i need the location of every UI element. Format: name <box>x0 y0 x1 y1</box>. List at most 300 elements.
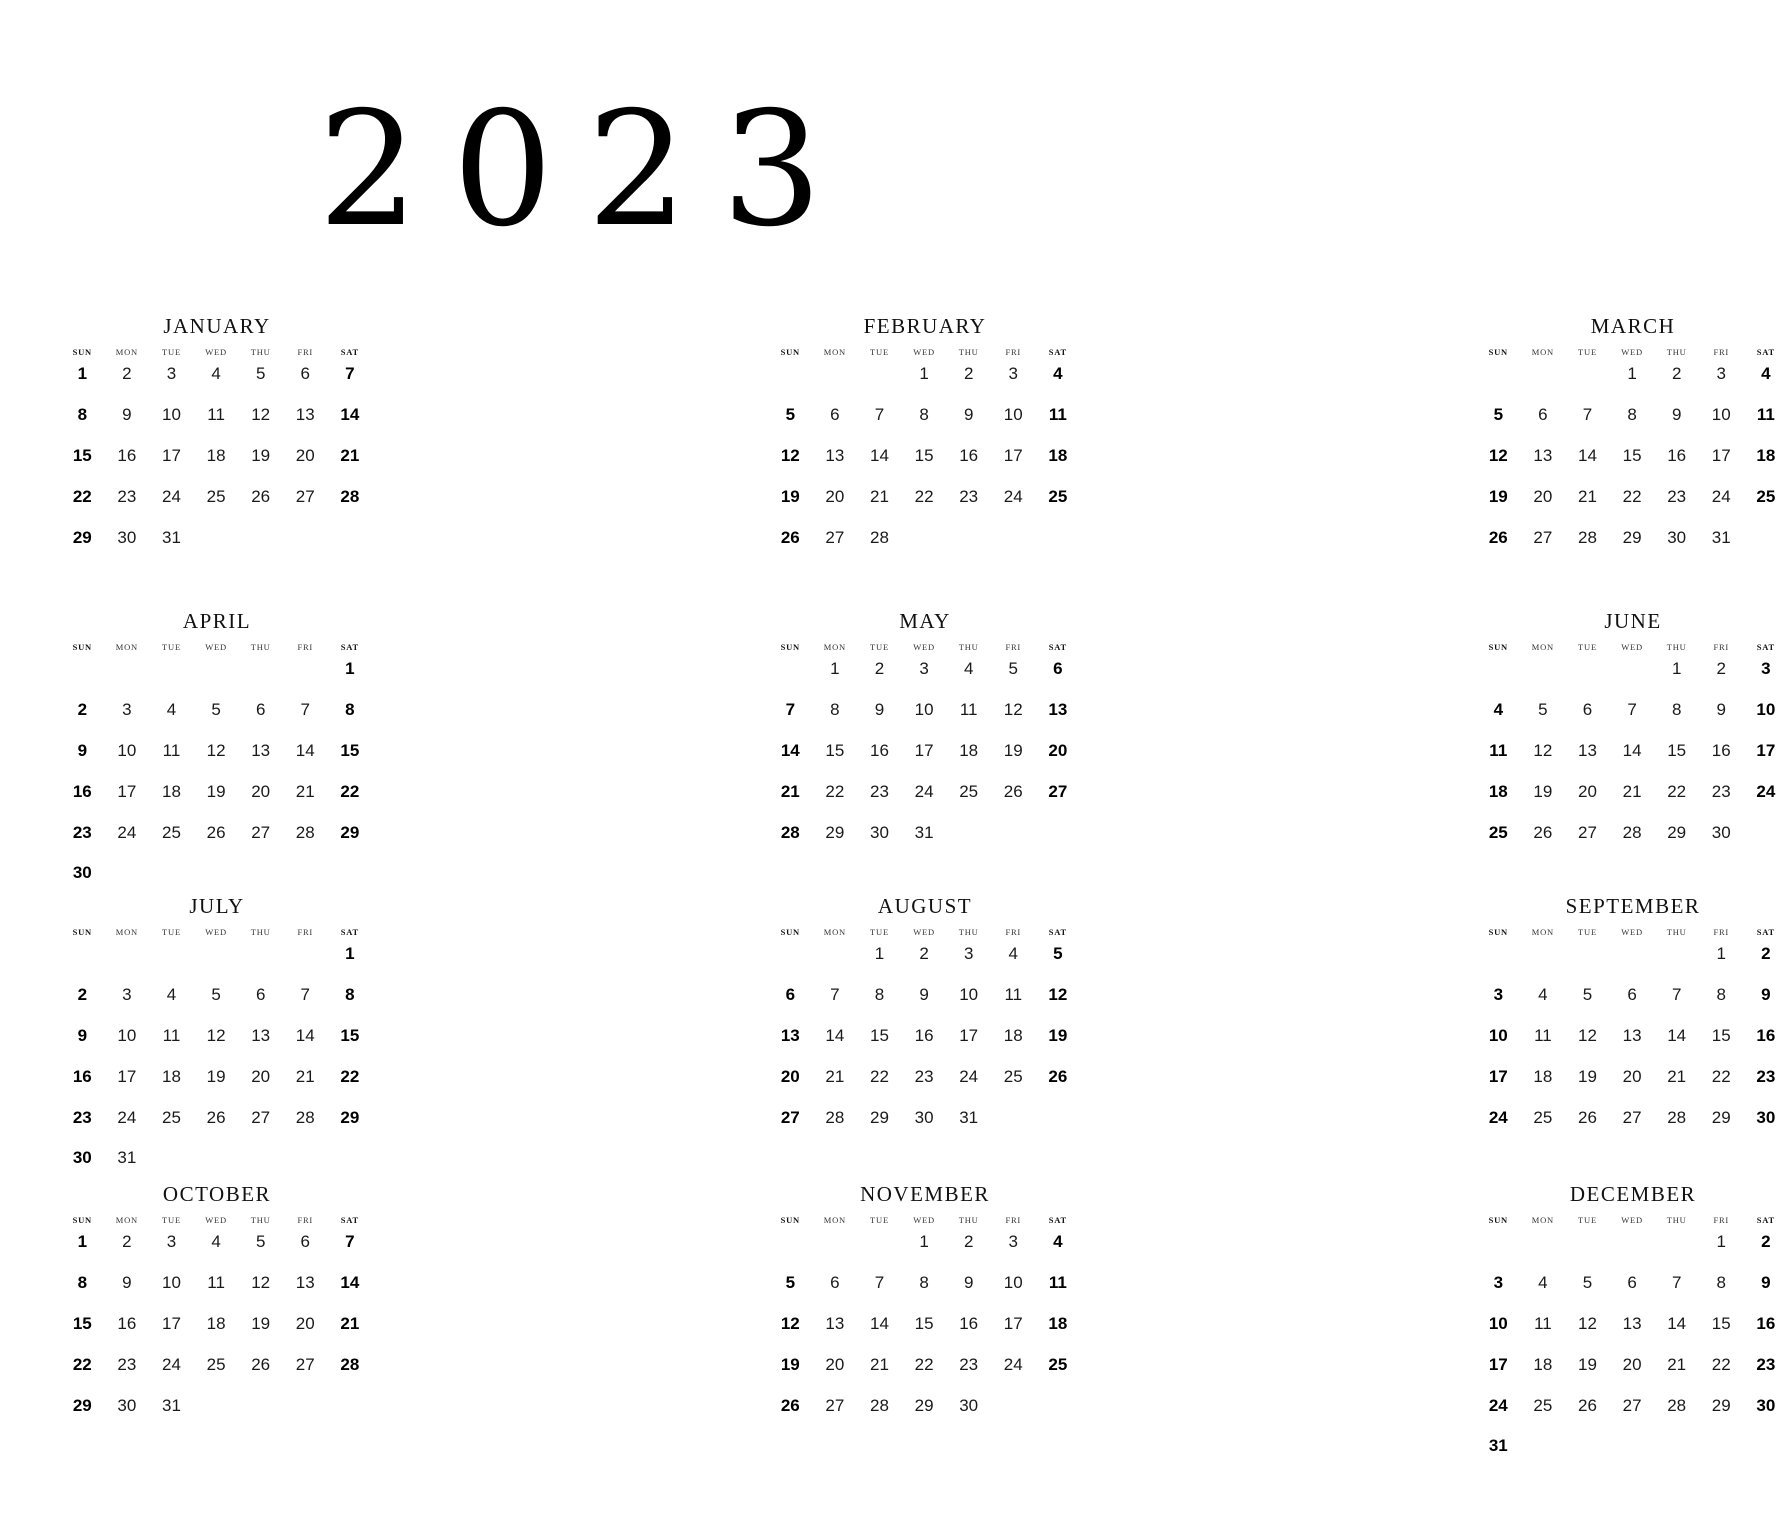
weekday-label-fri: FRI <box>297 347 314 357</box>
day-cell: 23 <box>1667 486 1687 506</box>
day-grid <box>768 1230 1080 1434</box>
day-cell: 13 <box>780 1025 800 1045</box>
weekday-label-mon: MON <box>823 1215 847 1225</box>
day-cell: 15 <box>1667 740 1687 760</box>
day-cell: 20 <box>1048 740 1068 760</box>
day-cell: 8 <box>345 984 355 1004</box>
day-cell: 20 <box>1533 486 1553 506</box>
day-cell: 10 <box>959 984 979 1004</box>
month-block-february <box>768 312 1080 566</box>
weekday-label-mon: MON <box>115 347 139 357</box>
weekday-label-sun: SUN <box>1488 927 1508 937</box>
day-cell: 14 <box>1667 1025 1687 1045</box>
day-cell: 8 <box>77 1272 88 1292</box>
weekday-label-fri: FRI <box>1005 347 1022 357</box>
day-cell: 11 <box>1534 1313 1552 1333</box>
day-cell: 3 <box>1761 659 1771 678</box>
day-cell: 17 <box>162 445 181 465</box>
weekday-label-mon: MON <box>1531 927 1555 937</box>
day-cell: 13 <box>1533 445 1553 465</box>
weekday-header <box>60 922 372 942</box>
day-grid <box>768 942 1080 1146</box>
day-cell: 27 <box>1048 781 1068 801</box>
day-cell: 7 <box>1671 1272 1682 1292</box>
day-cell: 10 <box>1003 1272 1023 1292</box>
day-cell: 30 <box>959 1395 979 1415</box>
day-cell: 7 <box>1627 699 1637 719</box>
day-cell: 3 <box>166 1232 177 1251</box>
weekday-label-wed: WED <box>913 1215 935 1225</box>
day-cell: 14 <box>295 740 315 760</box>
day-cell: 1 <box>1716 944 1726 963</box>
day-cell: 13 <box>251 740 271 760</box>
day-cell: 12 <box>1533 740 1553 760</box>
day-cell: 21 <box>870 1354 889 1374</box>
day-cell: 1 <box>345 944 355 963</box>
day-cell: 8 <box>345 699 355 719</box>
day-cell: 20 <box>295 445 315 465</box>
weekday-label-thu: THU <box>958 347 979 357</box>
weekday-label-fri: FRI <box>297 1215 314 1225</box>
day-cell: 18 <box>1756 445 1776 465</box>
day-cell: 23 <box>914 1066 934 1086</box>
day-cell: 30 <box>117 527 137 547</box>
day-cell: 2 <box>77 699 88 719</box>
day-cell: 26 <box>780 1395 800 1415</box>
day-cell: 4 <box>1493 699 1504 719</box>
day-cell: 15 <box>340 1025 360 1045</box>
day-cell: 5 <box>1053 944 1063 963</box>
day-cell: 22 <box>914 1354 934 1374</box>
day-cell: 25 <box>1048 486 1068 506</box>
day-cell: 24 <box>117 1107 137 1127</box>
month-name: AUGUST <box>877 894 973 918</box>
day-cell: 13 <box>825 445 845 465</box>
day-cell: 21 <box>1667 1354 1687 1374</box>
day-cell: 3 <box>1716 364 1726 383</box>
weekday-label-fri: FRI <box>1005 1215 1022 1225</box>
day-grid <box>768 362 1080 566</box>
day-cell: 3 <box>166 364 177 383</box>
day-cell: 22 <box>1622 486 1642 506</box>
month-block-march <box>1476 312 1788 566</box>
day-cell: 28 <box>1578 527 1597 547</box>
day-cell: 9 <box>77 1025 88 1045</box>
day-cell: 11 <box>1004 984 1023 1004</box>
day-cell: 18 <box>206 1313 226 1333</box>
day-cell: 16 <box>1667 445 1687 465</box>
day-cell: 14 <box>825 1025 845 1045</box>
weekday-label-fri: FRI <box>1713 642 1730 652</box>
day-cell: 17 <box>959 1025 979 1045</box>
day-cell: 17 <box>117 1066 137 1086</box>
day-cell: 4 <box>1538 1272 1548 1292</box>
day-cell: 4 <box>1008 944 1018 963</box>
day-cell: 29 <box>1711 1107 1731 1127</box>
day-cell: 24 <box>1488 1395 1508 1415</box>
day-cell: 26 <box>206 822 226 842</box>
day-cell: 12 <box>206 740 226 760</box>
day-cell: 16 <box>72 781 92 801</box>
day-cell: 15 <box>914 445 934 465</box>
day-cell: 1 <box>830 659 840 678</box>
day-cell: 19 <box>1488 486 1508 506</box>
day-cell: 21 <box>295 1066 315 1086</box>
day-cell: 19 <box>251 1313 271 1333</box>
day-cell: 7 <box>1671 984 1682 1004</box>
day-cell: 28 <box>295 822 315 842</box>
day-cell: 30 <box>1756 1107 1776 1127</box>
day-cell: 20 <box>295 1313 315 1333</box>
day-cell: 24 <box>914 781 934 801</box>
day-cell: 27 <box>1533 527 1553 547</box>
day-cell: 8 <box>77 404 88 424</box>
day-cell: 22 <box>1667 781 1687 801</box>
day-cell: 15 <box>72 445 92 465</box>
day-cell: 7 <box>300 984 310 1004</box>
day-cell: 23 <box>1756 1066 1776 1086</box>
day-cell: 25 <box>1533 1107 1553 1127</box>
day-cell: 20 <box>1578 781 1597 801</box>
day-cell: 2 <box>122 364 132 383</box>
day-cell: 10 <box>1003 404 1023 424</box>
day-cell: 2 <box>874 659 885 678</box>
day-cell: 29 <box>1622 527 1642 547</box>
day-cell: 30 <box>72 1148 92 1168</box>
day-cell: 4 <box>166 984 177 1004</box>
day-cell: 5 <box>211 984 221 1004</box>
day-cell: 27 <box>780 1107 800 1127</box>
day-cell: 11 <box>207 404 225 424</box>
day-cell: 26 <box>1533 822 1553 842</box>
day-cell: 26 <box>780 527 800 547</box>
weekday-label-sun: SUN <box>72 927 92 937</box>
day-grid <box>1476 942 1788 1146</box>
day-cell: 9 <box>1671 404 1682 424</box>
day-cell: 5 <box>211 699 221 719</box>
weekday-header <box>768 1210 1080 1230</box>
weekday-label-fri: FRI <box>297 927 314 937</box>
day-cell: 18 <box>162 1066 181 1086</box>
day-cell: 13 <box>1048 699 1068 719</box>
day-grid <box>60 657 372 902</box>
day-cell: 26 <box>1488 527 1508 547</box>
weekday-label-mon: MON <box>1531 642 1555 652</box>
weekday-label-mon: MON <box>823 642 847 652</box>
day-cell: 12 <box>780 445 800 465</box>
day-cell: 11 <box>162 740 181 760</box>
day-cell: 18 <box>1048 445 1068 465</box>
weekday-label-sat: SAT <box>1756 347 1776 357</box>
day-cell: 4 <box>211 1232 221 1251</box>
weekday-label-thu: THU <box>250 347 271 357</box>
day-grid <box>60 1230 372 1434</box>
day-cell: 3 <box>1008 1232 1018 1251</box>
day-grid <box>768 657 1080 861</box>
month-block-december <box>1476 1180 1788 1475</box>
day-cell: 5 <box>1582 1272 1593 1292</box>
day-cell: 28 <box>1622 822 1642 842</box>
day-cell: 28 <box>1667 1107 1687 1127</box>
day-cell: 27 <box>1622 1395 1642 1415</box>
day-cell: 23 <box>959 486 979 506</box>
day-cell: 4 <box>166 699 177 719</box>
day-cell: 22 <box>825 781 845 801</box>
day-cell: 15 <box>340 740 360 760</box>
day-cell: 9 <box>1716 699 1726 719</box>
day-grid <box>60 942 372 1187</box>
day-cell: 31 <box>914 822 934 842</box>
day-cell: 30 <box>870 822 889 842</box>
day-cell: 7 <box>785 699 796 719</box>
day-cell: 23 <box>117 1354 137 1374</box>
day-cell: 1 <box>77 364 88 383</box>
day-cell: 28 <box>1667 1395 1687 1415</box>
weekday-label-wed: WED <box>1621 927 1643 937</box>
weekday-label-sat: SAT <box>1756 927 1776 937</box>
weekday-label-sun: SUN <box>1488 347 1508 357</box>
day-cell: 7 <box>345 1232 355 1251</box>
weekday-label-tue: TUE <box>162 347 181 357</box>
day-cell: 25 <box>1048 1354 1068 1374</box>
day-cell: 14 <box>1578 445 1597 465</box>
day-cell: 8 <box>919 404 929 424</box>
day-cell: 16 <box>117 1313 137 1333</box>
day-cell: 18 <box>1533 1066 1553 1086</box>
weekday-label-mon: MON <box>115 927 139 937</box>
weekday-label-tue: TUE <box>1578 927 1597 937</box>
day-cell: 6 <box>1053 659 1063 678</box>
day-cell: 9 <box>1761 984 1771 1004</box>
day-cell: 4 <box>963 659 974 678</box>
day-cell: 30 <box>914 1107 934 1127</box>
day-cell: 26 <box>1578 1395 1597 1415</box>
month-block-july <box>60 892 372 1187</box>
day-cell: 15 <box>1711 1025 1731 1045</box>
weekday-label-sat: SAT <box>340 347 360 357</box>
day-cell: 26 <box>1003 781 1023 801</box>
day-cell: 17 <box>1488 1354 1508 1374</box>
day-cell: 11 <box>1489 740 1508 760</box>
day-cell: 22 <box>1711 1066 1731 1086</box>
weekday-label-sun: SUN <box>72 347 92 357</box>
day-cell: 19 <box>1578 1066 1597 1086</box>
month-block-november <box>768 1180 1080 1434</box>
day-cell: 28 <box>825 1107 845 1127</box>
day-cell: 23 <box>1756 1354 1776 1374</box>
day-cell: 22 <box>1711 1354 1731 1374</box>
day-cell: 29 <box>1711 1395 1731 1415</box>
day-cell: 1 <box>345 659 355 678</box>
weekday-header <box>1476 637 1788 657</box>
weekday-label-sat: SAT <box>1048 347 1068 357</box>
day-cell: 11 <box>1756 404 1775 424</box>
month-name: MARCH <box>1590 314 1676 338</box>
day-cell: 13 <box>1578 740 1597 760</box>
day-cell: 3 <box>1493 1272 1504 1292</box>
day-cell: 19 <box>780 486 800 506</box>
day-cell: 6 <box>830 404 840 424</box>
weekday-label-thu: THU <box>1666 347 1687 357</box>
day-cell: 12 <box>1488 445 1508 465</box>
weekday-label-thu: THU <box>250 1215 271 1225</box>
day-cell: 27 <box>251 1107 271 1127</box>
day-cell: 18 <box>1048 1313 1068 1333</box>
day-cell: 12 <box>1578 1025 1597 1045</box>
weekday-header <box>60 1210 372 1230</box>
weekday-label-wed: WED <box>1621 347 1643 357</box>
weekday-label-thu: THU <box>250 642 271 652</box>
day-cell: 6 <box>1538 404 1548 424</box>
month-name: SEPTEMBER <box>1565 894 1701 918</box>
day-cell: 21 <box>340 445 360 465</box>
day-cell: 13 <box>295 404 315 424</box>
day-cell: 16 <box>1756 1025 1776 1045</box>
day-cell: 4 <box>1538 984 1548 1004</box>
day-cell: 7 <box>300 699 310 719</box>
day-cell: 16 <box>72 1066 92 1086</box>
day-cell: 21 <box>1667 1066 1687 1086</box>
day-cell: 19 <box>1578 1354 1597 1374</box>
day-cell: 10 <box>162 1272 181 1292</box>
day-cell: 22 <box>914 486 934 506</box>
day-cell: 9 <box>919 984 929 1004</box>
weekday-label-wed: WED <box>913 347 935 357</box>
day-cell: 19 <box>206 781 226 801</box>
day-cell: 16 <box>1711 740 1731 760</box>
day-cell: 27 <box>825 1395 845 1415</box>
weekday-label-fri: FRI <box>1005 927 1022 937</box>
weekday-label-wed: WED <box>205 642 227 652</box>
day-cell: 7 <box>874 1272 885 1292</box>
weekday-label-sun: SUN <box>780 1215 800 1225</box>
day-cell: 10 <box>1711 404 1731 424</box>
day-cell: 13 <box>295 1272 315 1292</box>
day-cell: 23 <box>959 1354 979 1374</box>
weekday-label-sun: SUN <box>1488 1215 1508 1225</box>
weekday-label-mon: MON <box>1531 347 1555 357</box>
day-cell: 13 <box>251 1025 271 1045</box>
weekday-label-sun: SUN <box>780 347 800 357</box>
day-cell: 9 <box>963 404 974 424</box>
day-cell: 11 <box>207 1272 225 1292</box>
day-cell: 2 <box>122 1232 132 1251</box>
day-cell: 15 <box>914 1313 934 1333</box>
day-cell: 27 <box>295 1354 315 1374</box>
day-cell: 19 <box>251 445 271 465</box>
month-block-june <box>1476 607 1788 861</box>
day-cell: 13 <box>1622 1025 1642 1045</box>
weekday-label-sun: SUN <box>1488 642 1508 652</box>
weekday-header <box>1476 342 1788 362</box>
day-cell: 16 <box>870 740 889 760</box>
day-cell: 29 <box>72 527 92 547</box>
day-cell: 30 <box>72 863 92 883</box>
day-cell: 16 <box>117 445 137 465</box>
day-cell: 2 <box>1761 1232 1771 1251</box>
day-cell: 20 <box>251 1066 271 1086</box>
weekday-label-sat: SAT <box>1756 1215 1776 1225</box>
weekday-label-sun: SUN <box>780 642 800 652</box>
day-cell: 15 <box>1711 1313 1731 1333</box>
day-cell: 8 <box>919 1272 929 1292</box>
day-cell: 23 <box>117 486 137 506</box>
day-cell: 19 <box>780 1354 800 1374</box>
weekday-label-tue: TUE <box>870 927 889 937</box>
month-name: JULY <box>189 894 245 918</box>
day-cell: 20 <box>780 1066 800 1086</box>
day-cell: 20 <box>1622 1354 1642 1374</box>
day-cell: 11 <box>1048 404 1067 424</box>
day-cell: 7 <box>874 404 885 424</box>
weekday-label-tue: TUE <box>162 642 181 652</box>
weekday-label-mon: MON <box>823 927 847 937</box>
day-cell: 12 <box>251 404 271 424</box>
month-block-may <box>768 607 1080 861</box>
weekday-header <box>768 922 1080 942</box>
day-cell: 24 <box>1756 781 1776 801</box>
day-cell: 6 <box>255 699 266 719</box>
day-cell: 21 <box>825 1066 845 1086</box>
day-cell: 21 <box>1622 781 1642 801</box>
weekday-label-wed: WED <box>1621 642 1643 652</box>
month-block-april <box>60 607 372 902</box>
weekday-label-thu: THU <box>250 927 271 937</box>
day-cell: 2 <box>963 364 974 383</box>
month-name: JANUARY <box>163 314 271 338</box>
day-cell: 31 <box>162 1395 181 1415</box>
day-cell: 15 <box>72 1313 92 1333</box>
day-cell: 30 <box>1756 1395 1776 1415</box>
weekday-label-thu: THU <box>1666 927 1687 937</box>
day-cell: 27 <box>825 527 845 547</box>
day-cell: 6 <box>300 364 310 383</box>
day-cell: 29 <box>914 1395 934 1415</box>
day-cell: 9 <box>963 1272 974 1292</box>
day-cell: 6 <box>1627 984 1637 1004</box>
day-cell: 9 <box>122 1272 132 1292</box>
month-name: FEBRUARY <box>863 314 987 338</box>
day-cell: 16 <box>959 445 979 465</box>
day-cell: 25 <box>162 822 181 842</box>
day-cell: 31 <box>117 1148 137 1168</box>
day-cell: 1 <box>1716 1232 1726 1251</box>
weekday-label-wed: WED <box>205 927 227 937</box>
day-cell: 10 <box>1488 1025 1508 1045</box>
day-cell: 10 <box>1756 699 1776 719</box>
day-cell: 5 <box>1538 699 1548 719</box>
day-cell: 16 <box>914 1025 934 1045</box>
day-cell: 29 <box>870 1107 889 1127</box>
day-cell: 20 <box>1622 1066 1642 1086</box>
weekday-label-wed: WED <box>1621 1215 1643 1225</box>
day-cell: 9 <box>122 404 132 424</box>
day-cell: 24 <box>1003 1354 1023 1374</box>
day-cell: 2 <box>1671 364 1682 383</box>
day-cell: 28 <box>780 822 800 842</box>
weekday-label-wed: WED <box>205 1215 227 1225</box>
day-cell: 5 <box>1582 984 1593 1004</box>
day-cell: 30 <box>1711 822 1731 842</box>
day-cell: 12 <box>1048 984 1068 1004</box>
day-cell: 28 <box>870 527 889 547</box>
day-cell: 25 <box>1756 486 1776 506</box>
weekday-label-tue: TUE <box>870 1215 889 1225</box>
day-cell: 17 <box>117 781 137 801</box>
weekday-label-fri: FRI <box>1713 347 1730 357</box>
day-cell: 8 <box>1716 1272 1726 1292</box>
day-cell: 25 <box>1488 822 1508 842</box>
